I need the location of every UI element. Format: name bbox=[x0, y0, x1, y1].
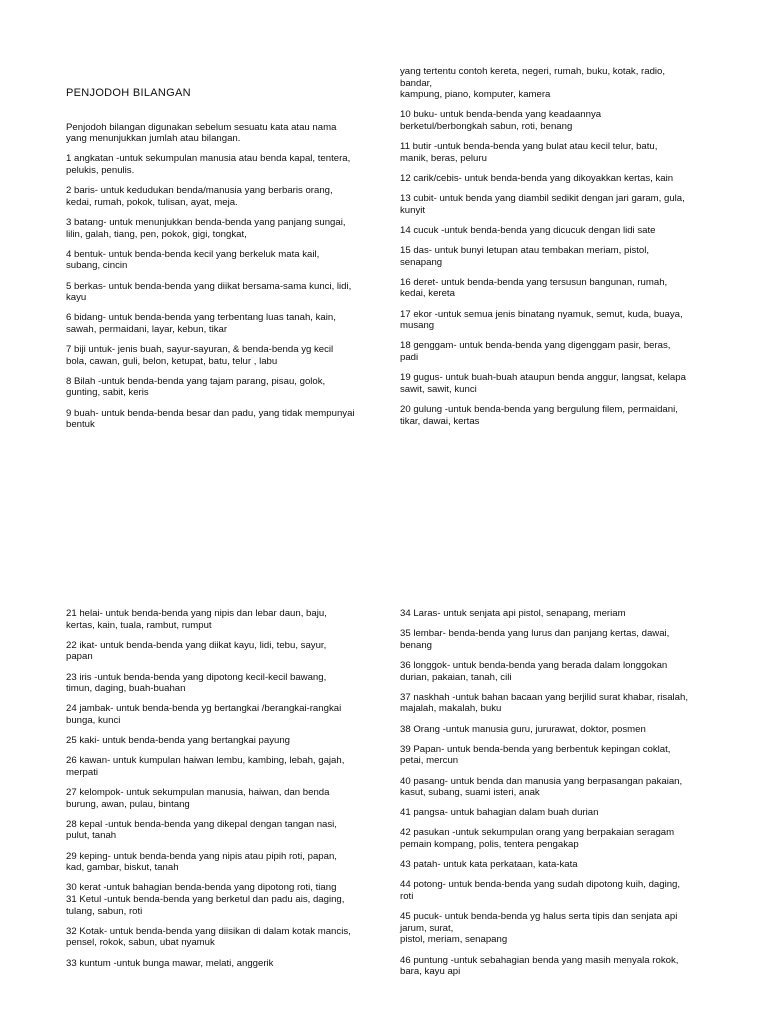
entry-paragraph: 12 carik/cebis- untuk benda-benda yang dikoyakkan kertas, kain bbox=[400, 172, 674, 184]
entry-paragraph: 33 kuntum -untuk bunga mawar, melati, anggerik bbox=[66, 957, 274, 969]
entry-paragraph: 16 deret- untuk benda-benda yang tersusun bangunan, rumah, kedai, kereta bbox=[400, 276, 668, 300]
entry-paragraph: 14 cucuk -untuk benda-benda yang dicucuk dengan lidi sate bbox=[400, 224, 656, 236]
column-bottom-left bbox=[66, 608, 376, 978]
entry-paragraph: 34 Laras- untuk senjata api pistol, senapang, meriam bbox=[400, 608, 626, 619]
entry-list bbox=[66, 153, 376, 430]
entry-list bbox=[66, 608, 376, 969]
entry-paragraph: 45 pucuk- untuk benda-benda yg halus serta tipis dan senjata api jarum, surat, pistol, meriam, senapang bbox=[400, 911, 678, 946]
intro-paragraph: Penjodoh bilangan digunakan sebelum sesuatu kata atau nama yang menunjukkan jumlah atau bilangan. bbox=[66, 121, 337, 145]
entry-paragraph: 11 butir -untuk benda-benda yang bulat atau kecil telur, batu, manik, beras, peluru bbox=[400, 141, 658, 164]
entry-paragraph: 19 gugus- untuk buah-buah ataupun benda anggur, langsat, kelapa sawit, sawit, kunci bbox=[400, 372, 686, 395]
entry-paragraph: 41 pangsa- untuk bahagian dalam buah durian bbox=[400, 807, 599, 819]
entry-paragraph: 26 kawan- untuk kumpulan haiwan lembu, kambing, lebah, gajah, merpati bbox=[66, 755, 345, 778]
entry-paragraph: 15 das- untuk bunyi letupan atau tembakan meriam, pistol, senapang bbox=[400, 245, 650, 268]
entry-paragraph: 3 batang- untuk menunjukkan benda-benda yang panjang sungai, lilin, galah, tiang, pen, pokok, gigi, tongkat, bbox=[66, 216, 346, 240]
entry-paragraph: 8 Bilah -untuk benda-benda yang tajam parang, pisau, golok, gunting, sabit, keris bbox=[66, 375, 326, 399]
entry-paragraph: 17 ekor -untuk semua jenis binatang nyamuk, semut, kuda, buaya, musang bbox=[400, 308, 683, 332]
entry-paragraph: 29 keping- untuk benda-benda yang nipis atau pipih roti, papan, kad, gambar, biskut, tanah bbox=[66, 850, 337, 874]
entry-paragraph: 1 angkatan -untuk sekumpulan manusia atau benda kapal, tentera, pelukis, penulis. bbox=[66, 153, 351, 176]
entry-paragraph: 28 kepal -untuk benda-benda yang dikepal dengan tangan nasi, pulut, tanah bbox=[66, 818, 337, 842]
entry-paragraph: 18 genggam- untuk benda-benda yang digenggam pasir, beras, padi bbox=[400, 340, 671, 364]
entry-list bbox=[400, 608, 712, 978]
entry-paragraph: 43 patah- untuk kata perkataan, kata-kata bbox=[400, 859, 578, 871]
entry-paragraph: 44 potong- untuk benda-benda yang sudah dipotong kuih, daging, roti bbox=[400, 879, 681, 903]
entry-paragraph: 22 ikat- untuk benda-benda yang diikat kayu, lidi, tebu, sayur, papan bbox=[66, 639, 327, 663]
column-top-left bbox=[66, 88, 376, 439]
entry-paragraph: 13 cubit- untuk benda yang diambil sedikit dengan jari garam, gula, kunyit bbox=[400, 193, 685, 216]
entry-paragraph: 4 bentuk- untuk benda-benda kecil yang berkeluk mata kail, subang, cincin bbox=[66, 248, 320, 272]
entry-paragraph: 40 pasang- untuk benda dan manusia yang berpasangan pakaian, kasut, subang, suami isteri, anak bbox=[400, 775, 683, 799]
entry-paragraph: 20 gulung -untuk benda-benda yang bergulung filem, permaidani, tikar, dawai, kertas bbox=[400, 404, 678, 427]
entry-paragraph: 6 bidang- untuk benda-benda yang terbentang luas tanah, kain, sawah, permaidani, layar, kebun, tikar bbox=[66, 312, 336, 335]
entry-paragraph: 9 buah- untuk benda-benda besar dan padu, yang tidak mempunyai bentuk bbox=[66, 407, 355, 431]
entry-paragraph: 35 lembar- benda-benda yang lurus dan panjang kertas, dawai, benang bbox=[400, 628, 670, 651]
entry-paragraph: 10 buku- untuk benda-benda yang keadaannya berketul/berbongkah sabun, roti, benang bbox=[400, 109, 602, 132]
entry-paragraph: 24 jambak- untuk benda-benda yg bertangkai /berangkai-rangkai bunga, kunci bbox=[66, 703, 342, 726]
entry-paragraph: 42 pasukan -untuk sekumpulan orang yang berpakaian seragam pemain kompang, polis, tentera pengakap bbox=[400, 827, 675, 851]
entry-paragraph: 21 helai- untuk benda-benda yang nipis dan lebar daun, baju, kertas, kain, tuala, rambut, rumput bbox=[66, 608, 327, 631]
entry-paragraph: 30 kerat -untuk bahagian benda-benda yang dipotong roti, tiang 31 Ketul -untuk benda-benda yang berketul dan padu ais, daging, tulang, sabun, roti bbox=[66, 882, 345, 917]
entry-paragraph: 38 Orang -untuk manusia guru, jururawat, doktor, posmen bbox=[400, 723, 646, 735]
entry-paragraph: 5 berkas- untuk benda-benda yang diikat bersama-sama kunci, lidi, kayu bbox=[66, 280, 352, 304]
entry-paragraph: yang tertentu contoh kereta, negeri, rumah, buku, kotak, radio, bandar, kampung, piano, komputer, kamera bbox=[400, 66, 666, 101]
column-bottom-right bbox=[400, 608, 712, 986]
entry-paragraph: 2 baris- untuk kedudukan benda/manusia yang berbaris orang, kedai, rumah, pokok, tulisan, ayat, meja. bbox=[66, 185, 333, 208]
entry-paragraph: 25 kaki- untuk benda-benda yang bertangkai payung bbox=[66, 735, 291, 747]
entry-list bbox=[400, 66, 712, 427]
entry-paragraph: 23 iris -untuk benda-benda yang dipotong kecil-kecil bawang, timun, daging, buah-buahan bbox=[66, 671, 327, 695]
entry-paragraph: 36 longgok- untuk benda-benda yang berada dalam longgokan durian, pakaian, tanah, cili bbox=[400, 659, 668, 683]
entry-paragraph: 39 Papan- untuk benda-benda yang berbentuk kepingan coklat, petai, mercun bbox=[400, 743, 671, 767]
page-title: PENJODOH BILANGAN bbox=[66, 87, 191, 99]
column-top-right bbox=[400, 66, 712, 436]
entry-paragraph: 32 Kotak- untuk benda-benda yang diisikan di dalam kotak mancis, pensel, rokok, sabun, ubat nyamuk bbox=[66, 925, 351, 949]
entry-paragraph: 27 kelompok- untuk sekumpulan manusia, haiwan, dan benda burung, awan, pulau, bintang bbox=[66, 787, 330, 810]
entry-paragraph: 46 puntung -untuk sebahagian benda yang masih menyala rokok, bara, kayu api bbox=[400, 954, 679, 978]
entry-paragraph: 7 biji untuk- jenis buah, sayur-sayuran, & benda-benda yg kecil bola, cawan, guli, belon, ketupat, batu, telur , labu bbox=[66, 344, 334, 367]
entry-paragraph: 37 naskhah -untuk bahan bacaan yang berjilid surat khabar, risalah, majalah, makalah, buku bbox=[400, 691, 689, 715]
